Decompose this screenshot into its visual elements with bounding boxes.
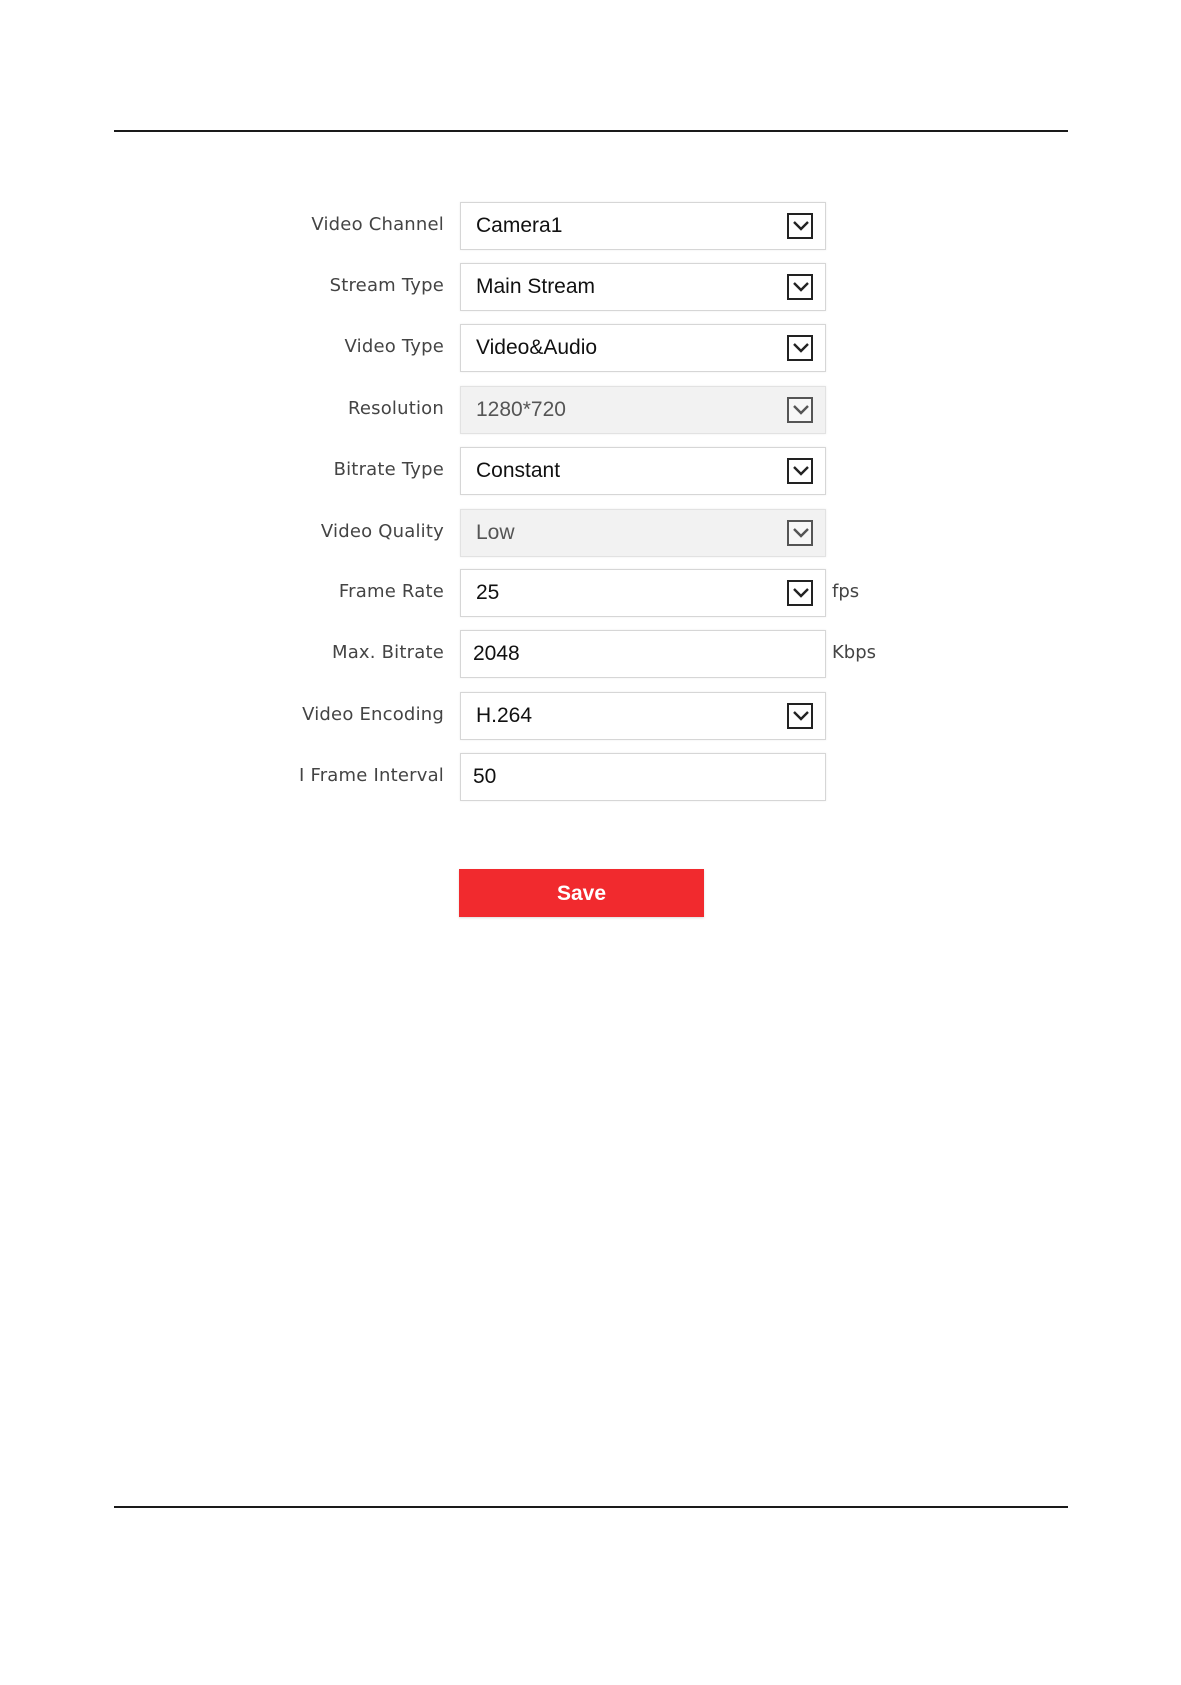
chevron-down-icon[interactable] <box>787 703 813 729</box>
frame-rate-value: 25 <box>476 581 500 604</box>
row-i-frame-interval <box>0 753 1181 803</box>
chevron-down-icon[interactable] <box>787 274 813 300</box>
video-encoding-select[interactable] <box>460 692 826 740</box>
video-type-label: Video Type <box>344 336 444 357</box>
video-encoding-label: Video Encoding <box>302 704 444 725</box>
row-stream-type <box>0 263 1181 313</box>
chevron-down-icon[interactable] <box>787 458 813 484</box>
row-video-encoding <box>0 692 1181 742</box>
video-channel-select[interactable] <box>460 202 826 250</box>
video-encoding-value: H.264 <box>476 704 533 727</box>
video-quality-label: Video Quality <box>320 521 444 542</box>
stream-type-label: Stream Type <box>329 275 444 296</box>
video-quality-value: Low <box>476 521 515 544</box>
video-quality-select <box>460 509 826 557</box>
chevron-down-icon[interactable] <box>787 213 813 239</box>
bitrate-type-label: Bitrate Type <box>333 459 444 480</box>
i-frame-interval-label: I Frame Interval <box>299 765 444 786</box>
row-video-channel <box>0 202 1181 252</box>
resolution-value: 1280*720 <box>476 398 566 421</box>
save-button[interactable]: Save <box>459 869 704 917</box>
row-max-bitrate <box>0 630 1181 680</box>
chevron-down-icon <box>787 520 813 546</box>
video-type-value: Video&Audio <box>476 336 598 359</box>
max-bitrate-value: 2048 <box>473 642 520 665</box>
max-bitrate-input[interactable] <box>460 630 826 678</box>
row-frame-rate <box>0 569 1181 619</box>
footer-divider <box>114 1506 1068 1508</box>
video-channel-value: Camera1 <box>476 214 563 237</box>
chevron-down-icon[interactable] <box>787 335 813 361</box>
stream-type-select[interactable] <box>460 263 826 311</box>
max-bitrate-unit: Kbps <box>832 642 877 663</box>
header-divider <box>114 130 1068 132</box>
row-bitrate-type <box>0 447 1181 497</box>
video-channel-label: Video Channel <box>311 214 444 235</box>
row-video-quality <box>0 509 1181 559</box>
row-video-type <box>0 324 1181 374</box>
chevron-down-icon <box>787 397 813 423</box>
frame-rate-unit: fps <box>832 581 860 602</box>
video-type-select[interactable] <box>460 324 826 372</box>
resolution-label: Resolution <box>347 398 444 419</box>
bitrate-type-value: Constant <box>476 459 561 482</box>
chevron-down-icon[interactable] <box>787 580 813 606</box>
i-frame-interval-input[interactable] <box>460 753 826 801</box>
max-bitrate-label: Max. Bitrate <box>331 642 444 663</box>
bitrate-type-select[interactable] <box>460 447 826 495</box>
frame-rate-select[interactable] <box>460 569 826 617</box>
stream-type-value: Main Stream <box>476 275 596 298</box>
row-resolution <box>0 386 1181 436</box>
resolution-select <box>460 386 826 434</box>
i-frame-interval-value: 50 <box>473 765 497 788</box>
frame-rate-label: Frame Rate <box>338 581 444 602</box>
